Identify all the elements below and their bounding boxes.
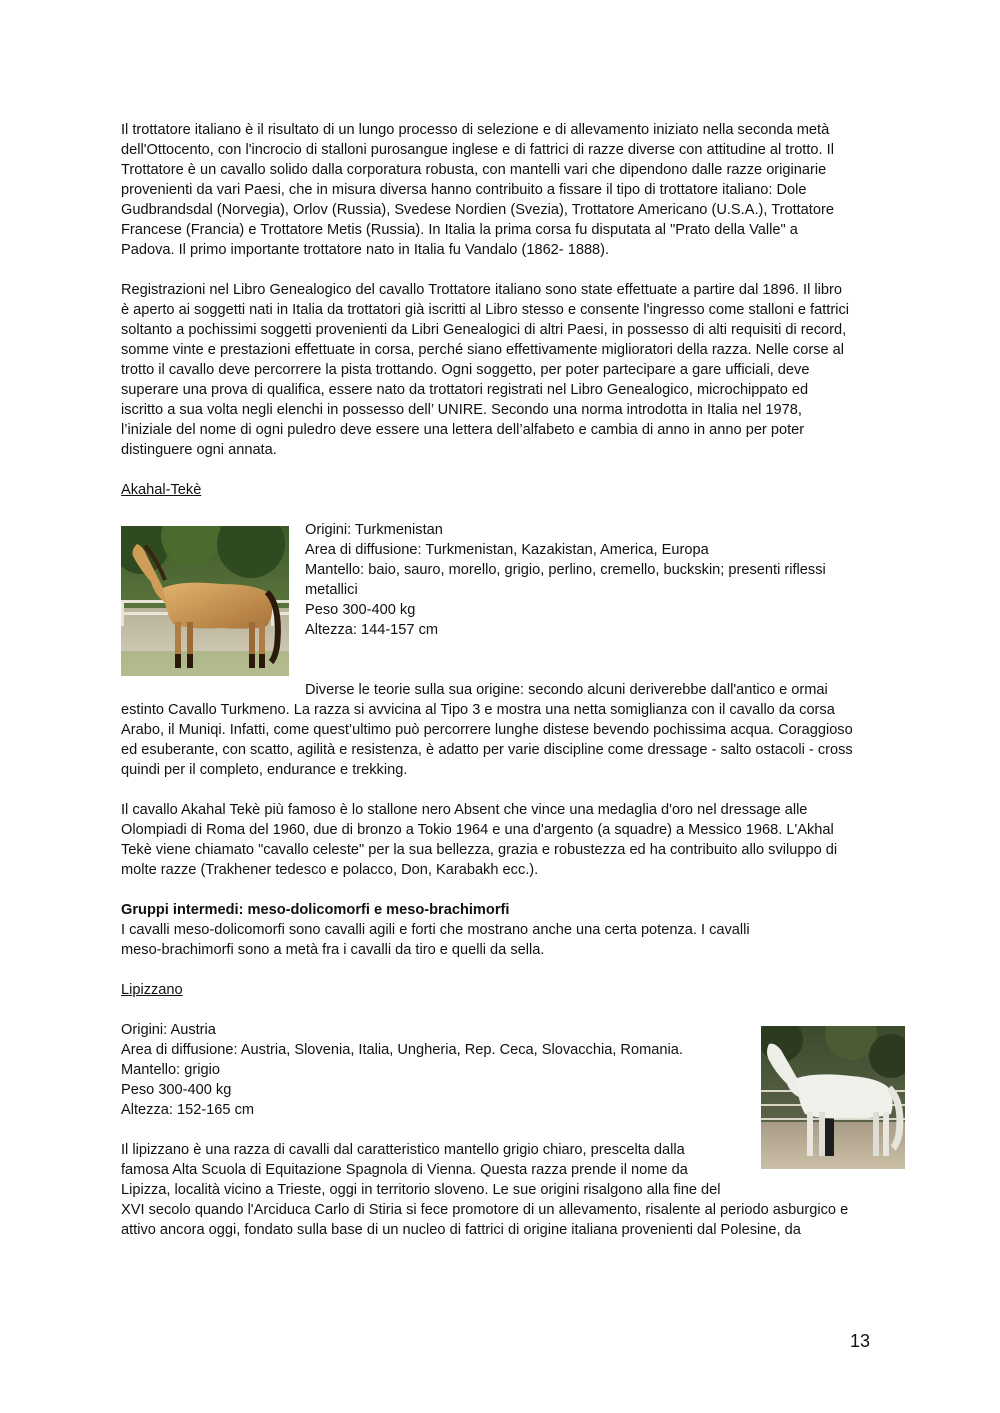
text-line: Diverse le teorie sulla sua origine: secondo alcuni deriverebbe dall'antico e ormai (305, 682, 828, 698)
text-line: Il lipizzano è una razza di cavalli dal caratteristico mantello grigio chiaro, prescelta dalla (121, 1142, 685, 1158)
akhal-teke-paragraph-1-start (305, 680, 885, 700)
text-line: somme vinte e prestazioni effettuate in corsa, perché siano effettivamente miglioratori della razza. Nelle corse al (121, 342, 845, 358)
fact-origin: Origini: Turkmenistan (305, 522, 443, 538)
text-line: l’iniziale del nome di ogni puledro deve essere una lettera dell’alfabeto e cambia di anno in anno per poter (121, 422, 805, 438)
akhal-teke-paragraph-2 (121, 800, 891, 880)
text-line: famosa Alta Scuola di Equitazione Spagnola di Vienna. Questa razza prende il nome da (121, 1162, 688, 1178)
text-line: distinguere ogni annata. (121, 442, 277, 458)
text-line: Il cavallo Akahal Tekè più famoso è lo stallone nero Absent che vince una medaglia d'oro nel dressage alle (121, 802, 808, 818)
text-line: Il trottatore italiano è il risultato di un lungo processo di selezione e di allevamento iniziato nella seconda metà (121, 122, 830, 138)
lipizzano-heading (121, 980, 891, 1000)
fact-coat-cont: metallici (305, 582, 358, 598)
text-line: meso-brachimorfi sono a metà fra i cavalli da tiro e quelli da sella. (121, 942, 545, 958)
text-line: Registrazioni nel Libro Genealogico del cavallo Trottatore italiano sono state effettuate a partire dal 1896. Il libro (121, 282, 842, 298)
page-number: 13 (850, 1331, 871, 1351)
trottatore-paragraph-1 (121, 120, 891, 260)
text-line: soltanto a pochissimi soggetti provenienti da Libri Genealogici di altri Paesi, in possesso di alti requisiti di record, (121, 322, 847, 338)
text-line: Padova. Il primo importante trottatore nato in Italia fu Vandalo (1862- 1888). (121, 242, 610, 258)
fact-coat: Mantello: grigio (121, 1062, 220, 1078)
akhal-teke-horse-photo (121, 526, 289, 676)
akhal-teke-paragraph-1 (121, 700, 891, 780)
text-line: estinto Cavallo Turkmeno. La razza si avvicina al Tipo 3 e mostra una netta somiglianza con il cavallo da corsa (121, 702, 835, 718)
text-line: provenienti da vari Paesi, che in misura diversa hanno contribuito a fissare il tipo di trottatore italiano: Dole (121, 182, 807, 198)
text-line: Gudbrandsdal (Norvegia), Orlov (Russia), Svedese Nordien (Svezia), Trottatore Americano (U.S.A.), Trottatore (121, 202, 834, 218)
text-line: trotto il cavallo deve percorrere la pista trottando. Ogni soggetto, per poter partecipare a gare ufficiali, deve (121, 362, 810, 378)
fact-area: Area di diffusione: Turkmenistan, Kazakistan, America, Europa (305, 542, 709, 558)
lipizzano-paragraph (121, 1140, 891, 1240)
akhal-teke-heading (121, 480, 891, 500)
fact-weight: Peso 300-400 kg (121, 1082, 232, 1098)
text-line: XVI secolo quando l'Arciduca Carlo di Stiria si fece promotore di un allevamento, risalente al periodo asburgico e (121, 1202, 849, 1218)
section-heading: Gruppi intermedi: meso-dolicomorfi e meso-brachimorfi (121, 902, 510, 918)
fact-height: Altezza: 144-157 cm (305, 622, 439, 638)
gruppi-intermedi-section (121, 900, 891, 960)
text-line: Francese (Francia) e Trottatore Metis (Russia). In Italia la prima corsa fu disputata al "Prato della Valle" a (121, 222, 798, 238)
lipizzano-title: Lipizzano (121, 982, 183, 998)
trottatore-paragraph-2 (121, 280, 891, 460)
fact-coat: Mantello: baio, sauro, morello, grigio, perlino, cremello, buckskin; presenti riflessi (305, 562, 826, 578)
text-line: attivo ancora oggi, fondato sulla base di un nucleo di fattrici di origine italiana provenienti dal Polesine, da (121, 1222, 801, 1238)
text-line: molte razze (Trakhener tedesco e polacco, Don, Karabakh ecc.). (121, 862, 539, 878)
text-line: iscritto a sua volta negli elenchi in possesso dell’ UNIRE. Secondo una norma introdotta in Italia nel 1978, (121, 402, 802, 418)
fact-area: Area di diffusione: Austria, Slovenia, Italia, Ungheria, Rep. Ceca, Slovacchia, Romania. (121, 1042, 683, 1058)
text-line: I cavalli meso-dolicomorfi sono cavalli agili e forti che mostrano anche una certa potenza. I cavalli (121, 922, 750, 938)
akhal-teke-facts (305, 520, 885, 640)
text-line: Tekè viene chiamato "cavallo celeste" per la sua bellezza, grazia e robustezza ed ha contribuito allo sviluppo di (121, 842, 838, 858)
text-line: è aperto ai soggetti nati in Italia da trottatori già iscritti al Libro stesso e consente l'ingresso come stalloni e fattrici (121, 302, 849, 318)
text-line: dell'Ottocento, con l'incrocio di stalloni purosangue inglese e di fattrici di razze diverse con attitudine al trotto. Il (121, 142, 834, 158)
akhal-teke-title: Akahal-Tekè (121, 482, 202, 498)
text-line: Lipizza, località vicino a Trieste, oggi in territorio sloveno. Le sue origini risalgono alla fine del (121, 1182, 721, 1198)
text-line: quindi per il completo, endurance e trekking. (121, 762, 408, 778)
text-line: superare una prova di qualifica, essere nato da trottatori registrati nel Libro Genealogico, microchippato ed (121, 382, 809, 398)
fact-weight: Peso 300-400 kg (305, 602, 416, 618)
lipizzano-facts (121, 1020, 741, 1120)
text-line: ed esuberante, con scatto, agilità e resistenza, è adatto per varie discipline come dressage - salto ostacoli - cross (121, 742, 853, 758)
fact-height: Altezza: 152-165 cm (121, 1102, 255, 1118)
text-line: Olompiadi di Roma del 1960, due di bronzo a Tokio 1964 e una d'argento (a squadre) a Messico 1968. L'Akhal (121, 822, 834, 838)
fact-origin: Origini: Austria (121, 1022, 216, 1038)
text-line: Arabo, il Muniqi. Infatti, come quest’ultimo può percorrere lunghe distese bevendo pochissima acqua. Coraggioso (121, 722, 853, 738)
text-line: Trottatore è un cavallo solido dalla corporatura robusta, con mantelli vari che dipendono dalle razze originarie (121, 162, 827, 178)
